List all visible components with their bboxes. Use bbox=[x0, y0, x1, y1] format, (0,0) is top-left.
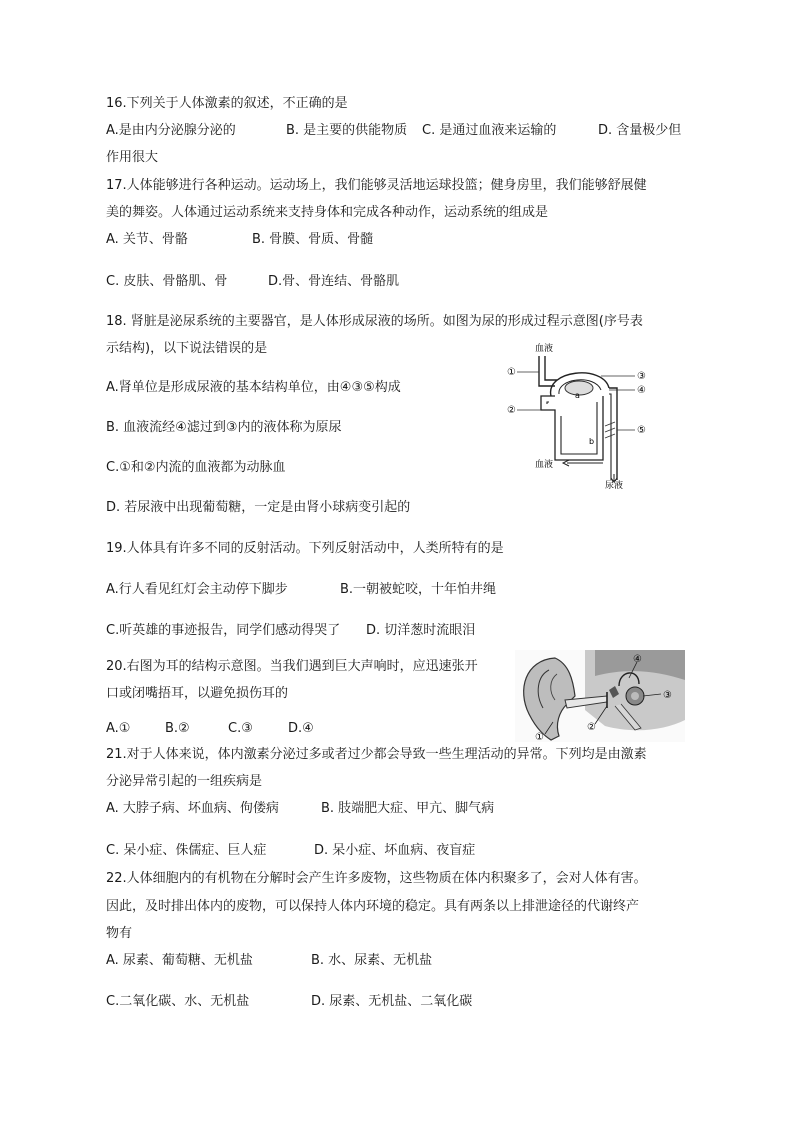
q17-option-a: A. 关节、骨骼 bbox=[106, 232, 188, 247]
q21-stem-line1: 21.对于人体来说，体内激素分泌过多或者过少都会导致一些生理活动的异常。下列均是由激素 bbox=[106, 747, 647, 762]
q21-option-b: B. 肢端肥大症、甲亢、脚气病 bbox=[321, 801, 495, 816]
q20-option-b: B.② bbox=[165, 721, 190, 736]
ear-marker-2: ② bbox=[587, 722, 596, 733]
q18-option-a: A.肾单位是形成尿液的基本结构单位，由④③⑤构成 bbox=[106, 380, 401, 395]
marker-5: ⑤ bbox=[637, 425, 646, 436]
ear-marker-1: ① bbox=[535, 732, 544, 742]
marker-4: ④ bbox=[637, 385, 646, 396]
q21-option-d: D. 呆小症、坏血病、夜盲症 bbox=[314, 843, 476, 858]
q19-option-a: A.行人看见红灯会主动停下脚步 bbox=[106, 582, 288, 597]
label-a: a bbox=[575, 391, 580, 400]
q16-stem: 16.下列关于人体激素的叙述，不正确的是 bbox=[106, 96, 348, 111]
q22-stem-line1: 22.人体细胞内的有机物在分解时会产生许多废物，这些物质在体内积聚多了，会对人体有害。 bbox=[106, 871, 647, 886]
q18-option-c: C.①和②内流的血液都为动脉血 bbox=[106, 460, 286, 475]
label-urine: 尿液 bbox=[605, 481, 624, 490]
q16-option-c: C. 是通过血液来运输的 bbox=[422, 123, 557, 138]
marker-3: ③ bbox=[637, 371, 646, 382]
q18-option-b: B. 血液流经④滤过到③内的液体称为原尿 bbox=[106, 420, 342, 435]
label-blood-out: 血液 bbox=[535, 460, 554, 470]
q22-stem-line3: 物有 bbox=[106, 926, 133, 941]
q22-option-b: B. 水、尿素、无机盐 bbox=[311, 953, 433, 968]
q20-option-a: A.① bbox=[106, 721, 131, 736]
q21-option-c: C. 呆小症、侏儒症、巨人症 bbox=[106, 843, 267, 858]
ear-diagram bbox=[515, 650, 685, 742]
q20-option-d: D.④ bbox=[288, 721, 314, 736]
q22-stem-line2: 因此，及时排出体内的废物，可以保持人体内环境的稳定。具有两条以上排泄途径的代谢终产 bbox=[106, 899, 640, 914]
q19-option-c: C.听英雄的事迹报告，同学们感动得哭了 bbox=[106, 623, 341, 638]
ear-marker-4: ④ bbox=[633, 654, 642, 665]
q17-stem-line2: 美的舞姿。人体通过运动系统来支持身体和完成各种动作，运动系统的组成是 bbox=[106, 205, 549, 220]
q19-option-b: B.一朝被蛇咬，十年怕井绳 bbox=[340, 582, 497, 597]
q19-option-d: D. 切洋葱时流眼泪 bbox=[366, 623, 476, 638]
q16-option-d: D. 含量极少但 bbox=[598, 123, 682, 138]
q18-option-d: D. 若尿液中出现葡萄糖，一定是由肾小球病变引起的 bbox=[106, 500, 411, 515]
q18-stem-line2: 示结构)，以下说法错误的是 bbox=[106, 341, 268, 356]
q20-option-c: C.③ bbox=[228, 721, 253, 736]
q17-option-c: C. 皮肤、骨骼肌、骨 bbox=[106, 274, 228, 289]
q20-stem-line1: 20.右图为耳的结构示意图。当我们遇到巨大声响时，应迅速张开 bbox=[106, 659, 478, 674]
q17-stem-line1: 17.人体能够进行各种运动。运动场上，我们能够灵活地运球投篮；健身房里，我们能够舒展健 bbox=[106, 178, 647, 193]
label-b: b bbox=[589, 437, 595, 446]
marker-1: ① bbox=[507, 367, 516, 378]
q16-option-b: B. 是主要的供能物质 bbox=[286, 123, 408, 138]
q20-stem-line2: 口或闭嘴捂耳，以避免损伤耳的 bbox=[106, 686, 289, 701]
nephron-diagram bbox=[505, 340, 655, 490]
ear-marker-3: ③ bbox=[663, 690, 672, 701]
q16-option-a: A.是由内分泌腺分泌的 bbox=[106, 123, 236, 138]
q22-option-d: D. 尿素、无机盐、二氧化碳 bbox=[311, 994, 473, 1009]
q21-option-a: A. 大脖子病、坏血病、佝偻病 bbox=[106, 801, 279, 816]
q16-option-d-continued: 作用很大 bbox=[106, 150, 159, 165]
label-blood-in: 血液 bbox=[535, 344, 554, 354]
q18-stem-line1: 18. 肾脏是泌尿系统的主要器官，是人体形成尿液的场所。如图为尿的形成过程示意图(序号表 bbox=[106, 314, 643, 329]
q17-option-d: D.骨、骨连结、骨骼肌 bbox=[268, 274, 400, 289]
q21-stem-line2: 分泌异常引起的一组疾病是 bbox=[106, 774, 263, 789]
q22-option-c: C.二氧化碳、水、无机盐 bbox=[106, 994, 250, 1009]
q19-stem: 19.人体具有许多不同的反射活动。下列反射活动中，人类所特有的是 bbox=[106, 541, 504, 556]
q22-option-a: A. 尿素、葡萄糖、无机盐 bbox=[106, 953, 253, 968]
q17-option-b: B. 骨膜、骨质、骨髓 bbox=[252, 232, 374, 247]
marker-2: ② bbox=[507, 405, 516, 416]
